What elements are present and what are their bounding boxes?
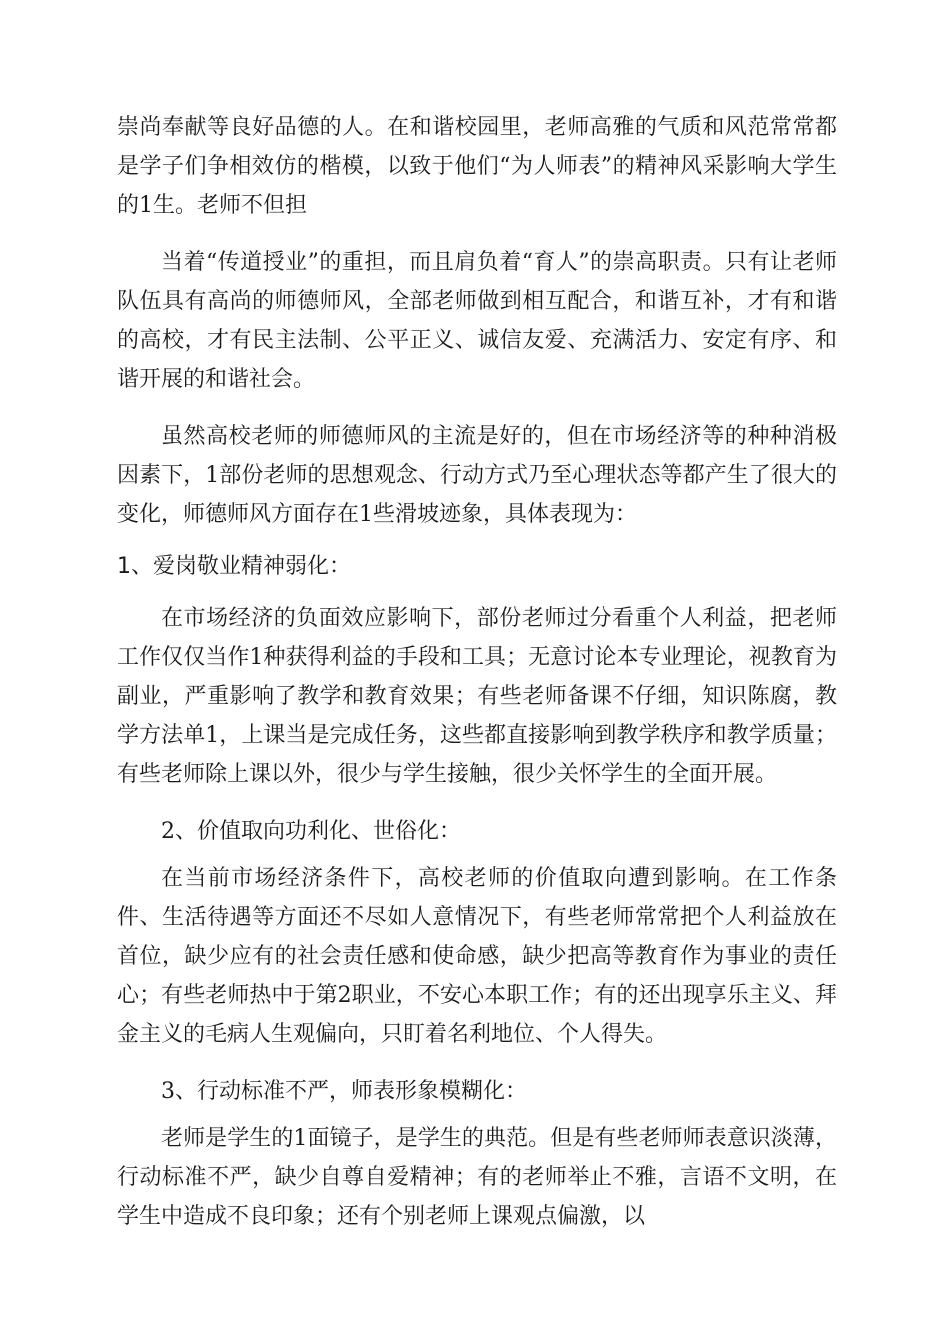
paragraph-4: 在市场经济的负面效应影响下，部份老师过分看重个人利益，把老师工作仅仅当作1种获得利益的手段和工具；无意讨论本专业理论，视教育为副业，严重影响了教学和教育效果；有些老师备课不仔细，知识陈腐，教学方法单1，上课当是完成任务，这些都直接影响到教学秩序和教学质量；有些老师除上课以外，很少与学生接触，很少关怀学生的全面开展。 xyxy=(117,606,837,787)
document-body xyxy=(117,108,837,1236)
paragraph-2: 当着“传道授业”的重担，而且肩负着“育人”的崇高职责。只有让老师队伍具有高尚的师德师风，全部老师做到相互配合，和谐互补，才有和谐的高校，才有民主法制、公平正义、诚信友爱、充满活力、安定有序、和谐开展的和谐社会。 xyxy=(117,250,837,392)
paragraph-3: 虽然高校老师的师德师风的主流是好的，但在市场经济等的种种消极因素下，1部份老师的思想观念、行动方式乃至心理状态等都产生了很大的变化，师德师风方面存在1些滑坡迹象，具体表现为： xyxy=(117,424,837,527)
section-heading-3: 3、行动标准不严，师表形象模糊化： xyxy=(161,1079,527,1104)
paragraph-1: 崇尚奉献等良好品德的人。在和谐校园里，老师高雅的气质和风范常常都是学子们争相效仿的楷模，以致于他们“为人师表”的精神风采影响大学生的1生。老师不但担 xyxy=(117,115,837,218)
section-heading-1: 1、爱岗敬业精神弱化： xyxy=(117,554,351,579)
section-heading-2: 2、价值取向功利化、世俗化： xyxy=(161,819,461,844)
paragraph-5: 在当前市场经济条件下，高校老师的价值取向遭到影响。在工作条件、生活待遇等方面还不尽如人意情况下，有些老师常常把个人利益放在首位，缺少应有的社会责任感和使命感，缺少把高等教育作为事业的责任心；有些老师热中于第2职业，不安心本职工作；有的还出现享乐主义、拜金主义的毛病人生观偏向，只盯着名利地位、个人得失。 xyxy=(117,866,837,1047)
paragraph-6: 老师是学生的1面镜子，是学生的典范。但是有些老师师表意识淡薄，行动标准不严，缺少自尊自爱精神；有的老师举止不雅，言语不文明，在学生中造成不良印象；还有个别老师上课观点偏激，以 xyxy=(117,1126,837,1229)
